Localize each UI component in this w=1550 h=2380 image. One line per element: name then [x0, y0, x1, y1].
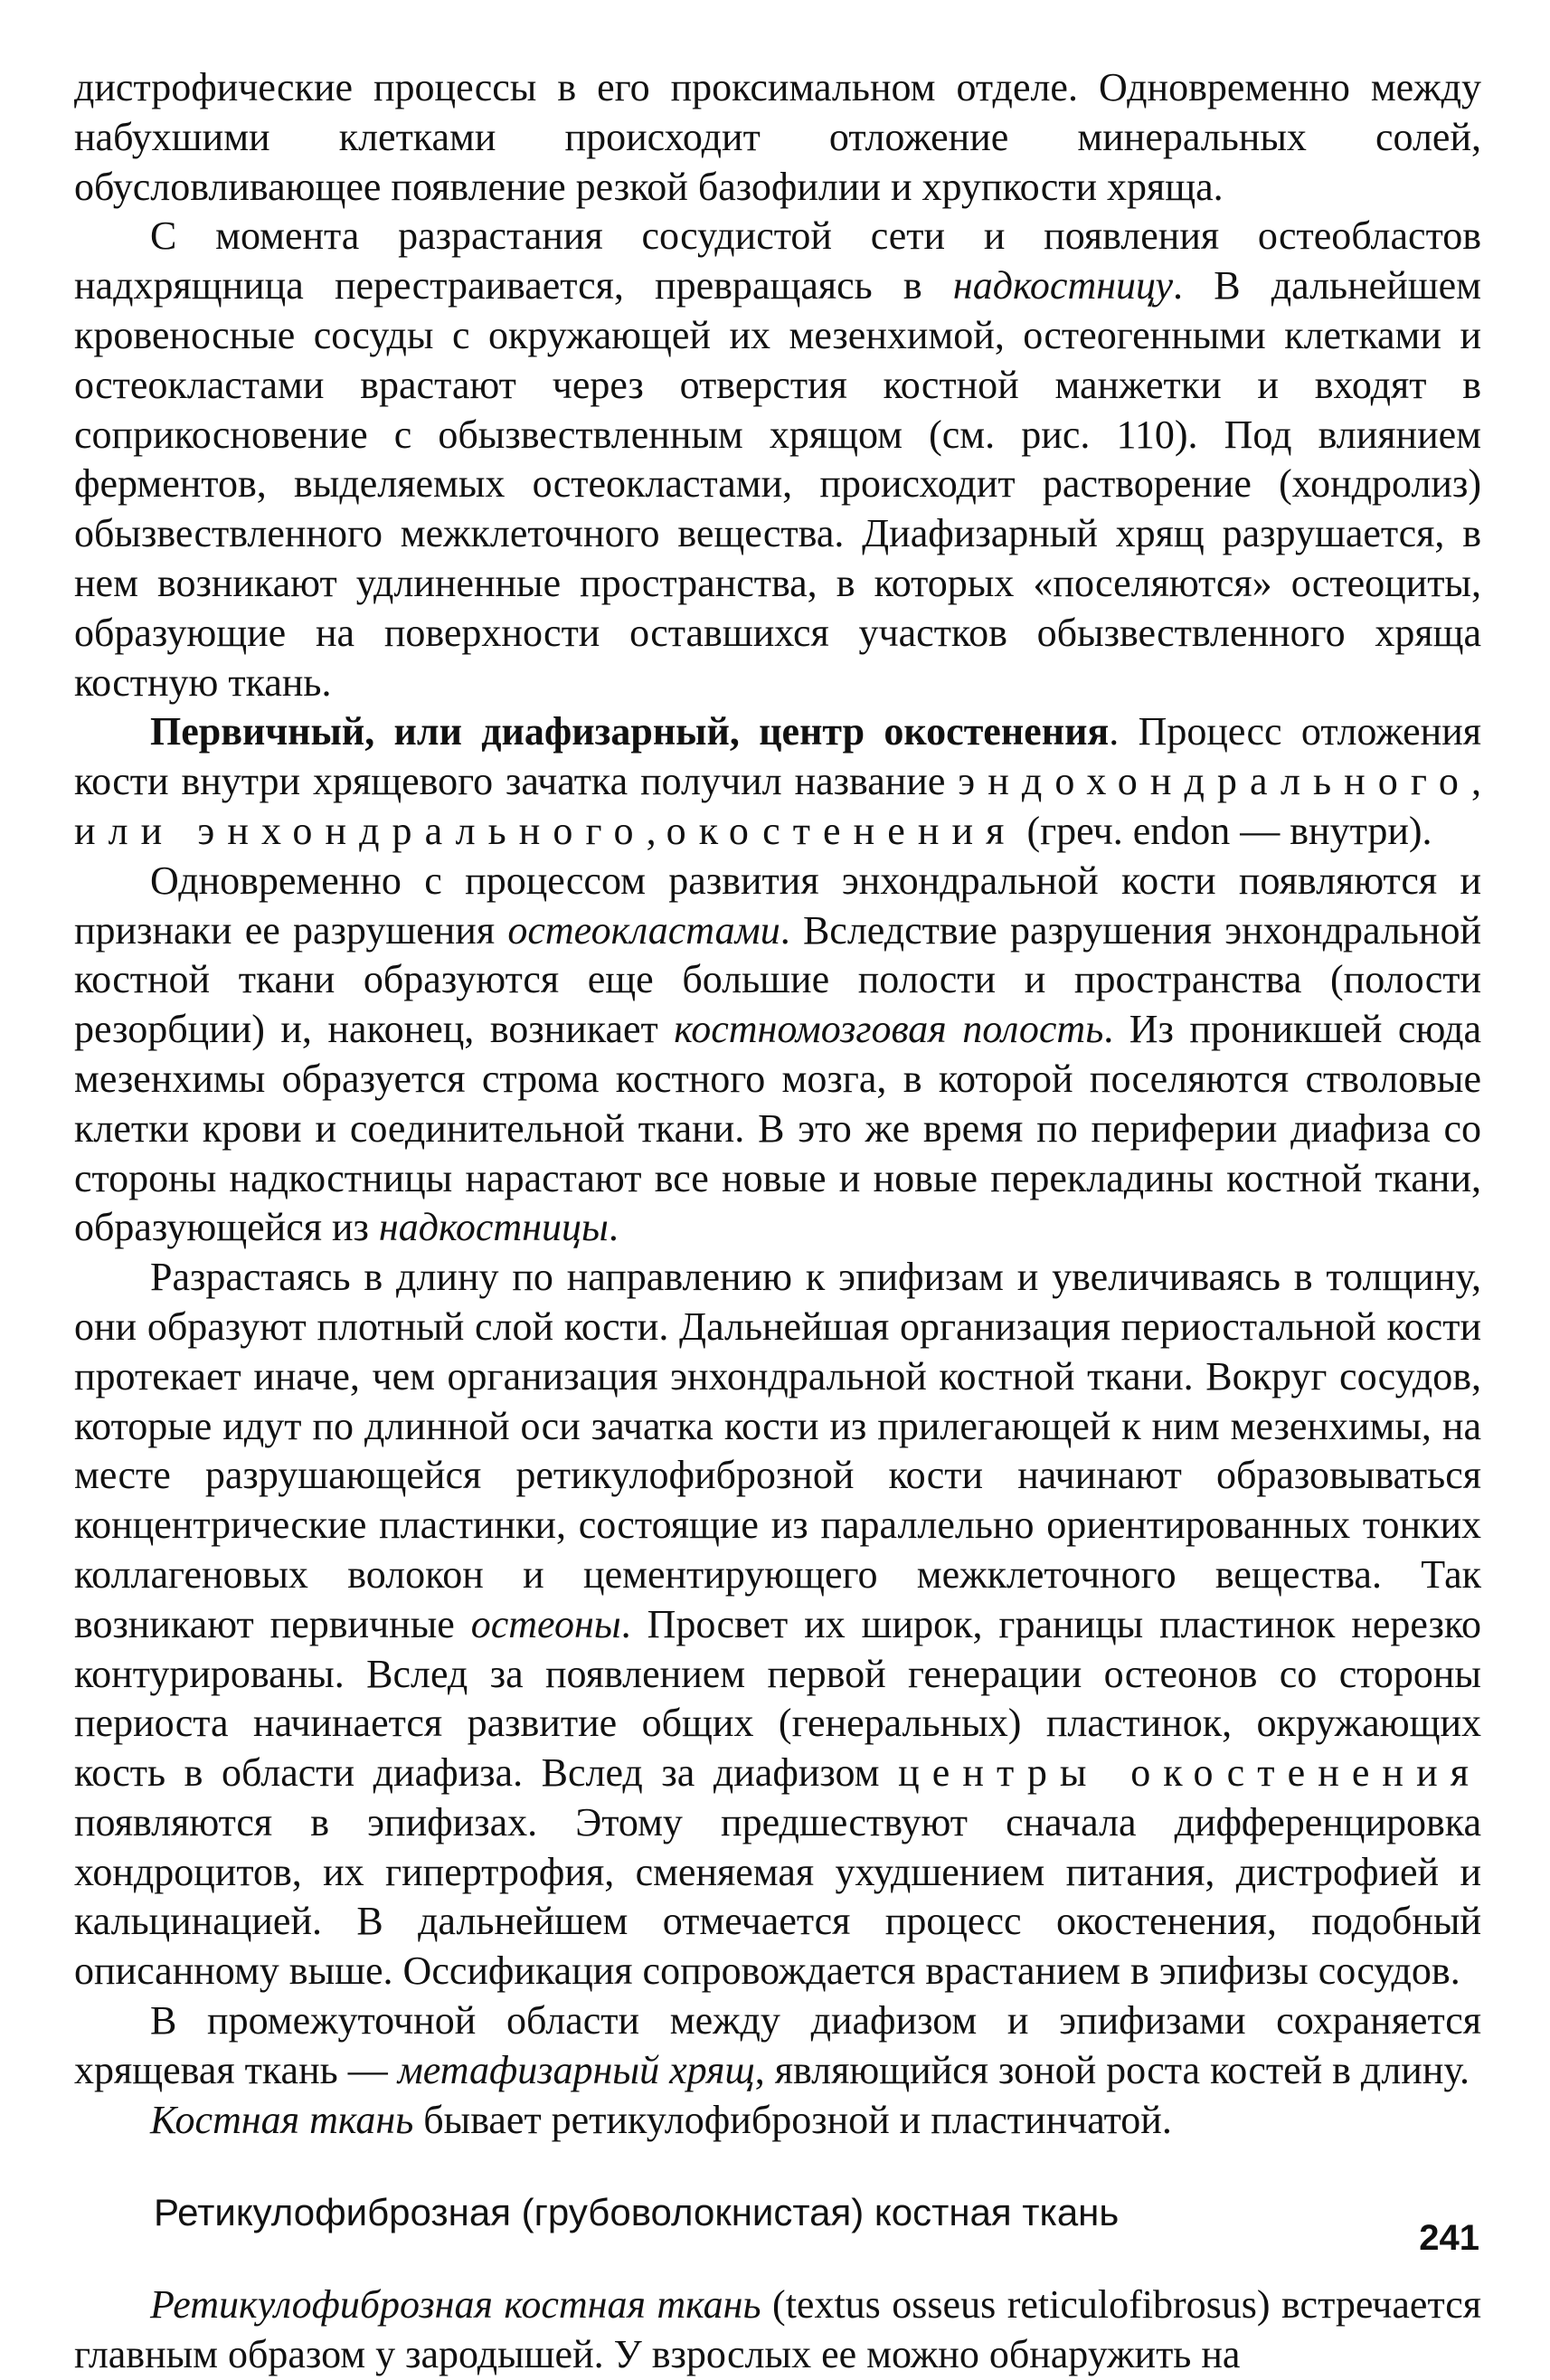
- text-run: . Просвет их широк, границы пластинок нерезко контурированы. Вслед за появлением первой генерации остеонов со стороны периоста начинается развитие общих (генеральных) пластинок, окружающих кость в области диафиза. Вслед за диафизом: [74, 1601, 1481, 1796]
- text-run: В промежуточной области между диафизом и эпифизами сохраняется хрящевая ткань —: [74, 1998, 1481, 2092]
- spaced-term: эндохондрального: [958, 759, 1471, 804]
- paragraph: [74, 2280, 1481, 2380]
- bold-term: Первичный, или диафизарный, центр окостенения: [150, 709, 1110, 754]
- spaced-term: или энхондрального: [74, 808, 647, 853]
- italic-term: Ретикулофиброзная костная ткань: [150, 2282, 761, 2328]
- italic-term: костномозговая полость: [674, 1007, 1104, 1052]
- text-run: (textus osseus reticulofibrosus) встречается главным образом у зародышей. У взрослых ее можно обнаружить на: [74, 2282, 1481, 2377]
- paragraph: [74, 212, 1481, 707]
- text-run: . Процесс отложения кости внутри хрящевого зачатка получил название: [74, 709, 1481, 804]
- italic-term: метафизарный хрящ: [397, 2047, 755, 2092]
- italic-term: Костная ткань: [150, 2097, 414, 2142]
- text-run: . Из проникшей сюда мезенхимы образуется строма костного мозга, в которой поселяются стволовые клетки крови и соединительной ткани. В это же время по периферии диафиза со стороны надкостницы нарастают все новые и новые перекладины костной ткани, образующейся из: [74, 1007, 1481, 1250]
- text-run: С момента разрастания сосудистой сети и появления остеобластов надхрящница перестраивается, превращаясь в: [74, 213, 1481, 308]
- page-number: 241: [1419, 2218, 1479, 2258]
- text-body-continued: [74, 2280, 1481, 2380]
- text-run: ,: [1471, 759, 1481, 804]
- text-run: . Вследствие разрушения энхондральной костной ткани образуются еще большие полости и пространства (полости резорбции) и, наконец, возникает: [74, 907, 1481, 1052]
- paragraph: [74, 857, 1481, 1253]
- text-run: .: [608, 1205, 619, 1250]
- spaced-term: центры окостенения: [898, 1750, 1482, 1796]
- text-run: появляются в эпифизах. Этому предшествуют сначала дифференцировка хондроцитов, их гипертрофия, сменяемая ухудшением питания, дистрофией и кальцинацией. В дальнейшем отмечается процесс окостенения, подобный описанному выше. Оссификация сопровождается врастанием в эпифизы сосудов.: [74, 1799, 1481, 1994]
- text-run: бывает ретикулофиброзной и пластинчатой.: [413, 2097, 1172, 2142]
- paragraph: [74, 63, 1481, 212]
- text-run: (греч. endon — внутри).: [1016, 808, 1432, 853]
- text-run: дистрофические процессы в его проксимальном отделе. Одновременно между набухшими клетками происходит отложение минеральных солей, обусловливающее появление резкой базофилии и хрупкости хряща.: [74, 65, 1481, 209]
- italic-term: надкостницы: [378, 1205, 609, 1250]
- italic-term: остеокластами: [507, 907, 780, 953]
- paragraph: [74, 2096, 1481, 2146]
- text-run: . В дальнейшем кровеносные сосуды с окружающей их мезенхимой, остеогенными клетками и остеокластами врастают через отверстия костной манжетки и входят в соприкосновение с обызвествленным хрящом (см. рис. 110). Под влиянием ферментов, выделяемых остеокластами, происходит растворение (хондролиз) обызвествленного межклеточного вещества. Диафизарный хрящ разрушается, в нем возникают удлиненные пространства, в которых «поселяются» остеоциты, образующие на поверхности оставшихся участков обызвествленного хряща костную ткань.: [74, 263, 1481, 705]
- italic-term: остеоны: [470, 1601, 621, 1646]
- italic-term: надкостницу: [952, 263, 1173, 308]
- section-heading: Ретикулофиброзная (грубоволокнистая) костная ткань: [154, 2191, 1120, 2234]
- text-run: , являющийся зоной роста костей в длину.: [754, 2047, 1470, 2092]
- text-run: ,: [646, 808, 666, 853]
- paragraph: [74, 1996, 1481, 2096]
- spaced-term: окостенения: [666, 808, 1017, 853]
- paragraph: [74, 707, 1481, 856]
- paragraph: [74, 1253, 1481, 1996]
- text-run: Одновременно с процессом развития энхондральной кости появляются и признаки ее разрушения: [74, 858, 1481, 953]
- text-run: Разрастаясь в длину по направлению к эпифизам и увеличиваясь в толщину, они образуют плотный слой кости. Дальнейшая организация периостальной кости протекает иначе, чем организация энхондральной костной ткани. Вокруг сосудов, которые идут по длинной оси зачатка кости из прилегающей к ним мезенхимы, на месте разрушающейся ретикулофиброзной кости начинают образовываться концентрические пластинки, состоящие из параллельно ориентированных тонких коллагеновых волокон и цементирующего межклеточного вещества. Так возникают первичные: [74, 1255, 1481, 1646]
- text-body: [74, 63, 1481, 2145]
